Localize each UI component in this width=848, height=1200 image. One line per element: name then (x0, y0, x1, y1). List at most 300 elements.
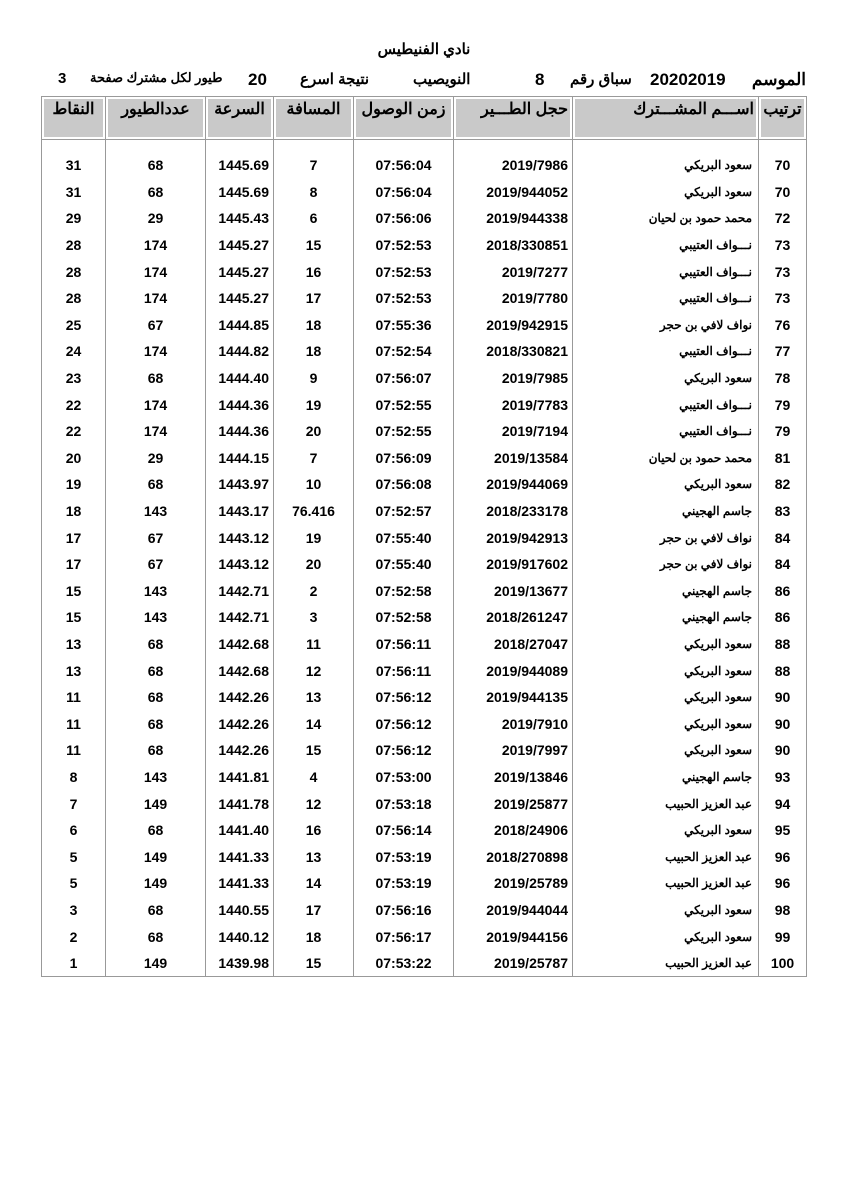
cell-speed: 1442.71 (206, 604, 274, 631)
cell-speed: 1443.17 (206, 498, 274, 525)
cell-rank: 84 (759, 551, 807, 578)
cell-ring: 2019/942913 (454, 524, 573, 551)
table-row (42, 843, 807, 870)
cell-name: سعود البريكي (573, 923, 759, 950)
cell-points: 28 (42, 232, 106, 259)
table-row (42, 578, 807, 605)
cell-points: 15 (42, 578, 106, 605)
cell-birds: 174 (106, 285, 206, 312)
cell-speed: 1442.68 (206, 631, 274, 658)
cell-birds: 143 (106, 578, 206, 605)
cell-ring: 2018/233178 (454, 498, 573, 525)
cell-name: نـــواف العتيبي (573, 232, 759, 259)
cell-points: 8 (42, 764, 106, 791)
cell-distance: 7 (274, 445, 354, 472)
cell-speed: 1442.71 (206, 578, 274, 605)
cell-ring: 2019/944135 (454, 684, 573, 711)
cell-speed: 1444.15 (206, 445, 274, 472)
season-label: الموسم (751, 70, 806, 89)
table-row (42, 631, 807, 658)
cell-birds: 143 (106, 498, 206, 525)
cell-time: 07:56:04 (354, 179, 454, 206)
cell-distance: 2 (274, 578, 354, 605)
cell-name: نواف لافي بن حجر (573, 551, 759, 578)
cell-birds: 68 (106, 179, 206, 206)
table-row (42, 179, 807, 206)
cell-distance: 14 (274, 870, 354, 897)
cell-birds: 68 (106, 365, 206, 392)
cell-speed: 1441.40 (206, 817, 274, 844)
cell-points: 28 (42, 258, 106, 285)
cell-name: نواف لافي بن حجر (573, 524, 759, 551)
cell-rank: 83 (759, 498, 807, 525)
cell-name: نـــواف العتيبي (573, 418, 759, 445)
cell-distance: 18 (274, 338, 354, 365)
cell-ring: 2019/13846 (454, 764, 573, 791)
cell-ring: 2019/7910 (454, 710, 573, 737)
cell-name: جاسم الهجيني (573, 604, 759, 631)
cell-time: 07:56:17 (354, 923, 454, 950)
cell-points: 22 (42, 418, 106, 445)
cell-ring: 2019/917602 (454, 551, 573, 578)
cell-points: 2 (42, 923, 106, 950)
table-row (42, 551, 807, 578)
cell-speed: 1442.68 (206, 657, 274, 684)
cell-distance: 20 (274, 418, 354, 445)
cell-birds: 149 (106, 950, 206, 977)
cell-distance: 12 (274, 790, 354, 817)
cell-rank: 79 (759, 418, 807, 445)
col-ring: حجل الطـــير (454, 97, 573, 140)
cell-time: 07:56:11 (354, 657, 454, 684)
spacer-cell (454, 140, 573, 153)
cell-distance: 6 (274, 205, 354, 232)
table-row (42, 391, 807, 418)
cell-speed: 1445.69 (206, 152, 274, 179)
cell-birds: 174 (106, 258, 206, 285)
cell-distance: 8 (274, 179, 354, 206)
cell-points: 13 (42, 631, 106, 658)
cell-distance: 19 (274, 524, 354, 551)
cell-speed: 1440.55 (206, 897, 274, 924)
cell-points: 11 (42, 684, 106, 711)
cell-time: 07:52:55 (354, 418, 454, 445)
cell-time: 07:56:11 (354, 631, 454, 658)
cell-ring: 2019/944069 (454, 471, 573, 498)
cell-speed: 1445.43 (206, 205, 274, 232)
cell-speed: 1444.36 (206, 418, 274, 445)
table-row (42, 950, 807, 977)
cell-rank: 73 (759, 285, 807, 312)
cell-name: عبد العزيز الحبيب (573, 843, 759, 870)
cell-points: 5 (42, 870, 106, 897)
cell-rank: 70 (759, 179, 807, 206)
cell-birds: 68 (106, 737, 206, 764)
cell-points: 11 (42, 737, 106, 764)
cell-distance: 7 (274, 152, 354, 179)
cell-birds: 174 (106, 418, 206, 445)
cell-ring: 2018/270898 (454, 843, 573, 870)
cell-distance: 13 (274, 684, 354, 711)
cell-speed: 1441.81 (206, 764, 274, 791)
cell-birds: 68 (106, 631, 206, 658)
cell-rank: 96 (759, 843, 807, 870)
cell-name: سعود البريكي (573, 631, 759, 658)
fastest-count: 20 (248, 70, 267, 89)
cell-distance: 9 (274, 365, 354, 392)
cell-time: 07:52:58 (354, 604, 454, 631)
race-label: سباق رقم (570, 71, 632, 88)
cell-distance: 15 (274, 950, 354, 977)
table-row (42, 258, 807, 285)
cell-distance: 16 (274, 258, 354, 285)
cell-points: 17 (42, 524, 106, 551)
cell-rank: 93 (759, 764, 807, 791)
cell-rank: 99 (759, 923, 807, 950)
cell-birds: 149 (106, 790, 206, 817)
cell-speed: 1443.12 (206, 524, 274, 551)
cell-points: 1 (42, 950, 106, 977)
cell-ring: 2019/13584 (454, 445, 573, 472)
cell-time: 07:52:53 (354, 258, 454, 285)
cell-ring: 2019/25877 (454, 790, 573, 817)
cell-points: 18 (42, 498, 106, 525)
table-row (42, 312, 807, 339)
cell-points: 15 (42, 604, 106, 631)
cell-distance: 10 (274, 471, 354, 498)
spacer-cell (274, 140, 354, 153)
cell-ring: 2019/7783 (454, 391, 573, 418)
cell-name: نـــواف العتيبي (573, 285, 759, 312)
cell-ring: 2019/7985 (454, 365, 573, 392)
cell-time: 07:56:12 (354, 710, 454, 737)
cell-rank: 79 (759, 391, 807, 418)
cell-birds: 68 (106, 897, 206, 924)
table-row (42, 205, 807, 232)
cell-points: 23 (42, 365, 106, 392)
table-row (42, 524, 807, 551)
cell-speed: 1442.26 (206, 737, 274, 764)
cell-birds: 68 (106, 657, 206, 684)
cell-ring: 2019/25789 (454, 870, 573, 897)
table-row (42, 897, 807, 924)
cell-name: نـــواف العتيبي (573, 258, 759, 285)
col-distance: المسافة (274, 97, 354, 140)
spacer-cell (354, 140, 454, 153)
cell-ring: 2019/944044 (454, 897, 573, 924)
cell-name: نواف لافي بن حجر (573, 312, 759, 339)
cell-distance: 12 (274, 657, 354, 684)
table-row (42, 285, 807, 312)
cell-time: 07:55:40 (354, 551, 454, 578)
cell-rank: 96 (759, 870, 807, 897)
cell-name: نـــواف العتيبي (573, 391, 759, 418)
cell-speed: 1444.85 (206, 312, 274, 339)
cell-points: 5 (42, 843, 106, 870)
cell-name: سعود البريكي (573, 365, 759, 392)
table-row (42, 764, 807, 791)
cell-name: جاسم الهجيني (573, 764, 759, 791)
col-speed: السرعة (206, 97, 274, 140)
cell-ring: 2019/7277 (454, 258, 573, 285)
cell-speed: 1443.12 (206, 551, 274, 578)
cell-speed: 1445.27 (206, 258, 274, 285)
cell-name: سعود البريكي (573, 710, 759, 737)
cell-ring: 2018/24906 (454, 817, 573, 844)
cell-birds: 68 (106, 710, 206, 737)
cell-ring: 2019/7780 (454, 285, 573, 312)
cell-speed: 1441.78 (206, 790, 274, 817)
cell-birds: 68 (106, 471, 206, 498)
cell-name: جاسم الهجيني (573, 578, 759, 605)
cell-name: سعود البريكي (573, 152, 759, 179)
cell-birds: 68 (106, 152, 206, 179)
cell-birds: 149 (106, 870, 206, 897)
cell-ring: 2019/942915 (454, 312, 573, 339)
col-arrival-time: زمن الوصول (354, 97, 454, 140)
cell-birds: 29 (106, 205, 206, 232)
race-location: النويصيب (413, 71, 471, 88)
cell-rank: 72 (759, 205, 807, 232)
cell-name: سعود البريكي (573, 897, 759, 924)
cell-speed: 1445.27 (206, 285, 274, 312)
cell-distance: 19 (274, 391, 354, 418)
cell-distance: 11 (274, 631, 354, 658)
table-row (42, 870, 807, 897)
cell-rank: 78 (759, 365, 807, 392)
spacer-row (42, 140, 807, 153)
cell-birds: 68 (106, 817, 206, 844)
header-row (42, 97, 807, 140)
cell-distance: 20 (274, 551, 354, 578)
cell-time: 07:56:04 (354, 152, 454, 179)
cell-rank: 77 (759, 338, 807, 365)
cell-name: نـــواف العتيبي (573, 338, 759, 365)
cell-ring: 2019/944089 (454, 657, 573, 684)
cell-rank: 76 (759, 312, 807, 339)
cell-rank: 90 (759, 710, 807, 737)
results-table (41, 96, 807, 977)
table-row (42, 790, 807, 817)
cell-name: جاسم الهجيني (573, 498, 759, 525)
cell-time: 07:56:16 (354, 897, 454, 924)
cell-distance: 4 (274, 764, 354, 791)
cell-name: عبد العزيز الحبيب (573, 790, 759, 817)
cell-speed: 1442.26 (206, 710, 274, 737)
cell-distance: 16 (274, 817, 354, 844)
cell-ring: 2018/330821 (454, 338, 573, 365)
cell-points: 13 (42, 657, 106, 684)
cell-time: 07:56:14 (354, 817, 454, 844)
col-rank: ترتيب (759, 97, 807, 140)
birds-per-page-label: طيور لكل مشترك صفحة (90, 70, 223, 85)
cell-rank: 73 (759, 258, 807, 285)
cell-birds: 174 (106, 232, 206, 259)
cell-ring: 2018/27047 (454, 631, 573, 658)
cell-points: 3 (42, 897, 106, 924)
cell-speed: 1442.26 (206, 684, 274, 711)
table-row (42, 817, 807, 844)
cell-ring: 2019/944052 (454, 179, 573, 206)
cell-speed: 1444.82 (206, 338, 274, 365)
cell-time: 07:53:19 (354, 870, 454, 897)
cell-ring: 2019/7194 (454, 418, 573, 445)
cell-time: 07:52:54 (354, 338, 454, 365)
table-row (42, 152, 807, 179)
cell-rank: 95 (759, 817, 807, 844)
cell-time: 07:53:19 (354, 843, 454, 870)
cell-points: 24 (42, 338, 106, 365)
cell-birds: 29 (106, 445, 206, 472)
cell-distance: 15 (274, 232, 354, 259)
cell-ring: 2018/330851 (454, 232, 573, 259)
cell-rank: 98 (759, 897, 807, 924)
cell-time: 07:56:06 (354, 205, 454, 232)
cell-birds: 143 (106, 764, 206, 791)
cell-rank: 73 (759, 232, 807, 259)
cell-ring: 2019/7997 (454, 737, 573, 764)
cell-birds: 67 (106, 312, 206, 339)
cell-time: 07:52:53 (354, 232, 454, 259)
cell-distance: 17 (274, 897, 354, 924)
cell-speed: 1445.69 (206, 179, 274, 206)
cell-speed: 1444.40 (206, 365, 274, 392)
cell-points: 28 (42, 285, 106, 312)
page-number: 3 (58, 70, 67, 87)
cell-points: 20 (42, 445, 106, 472)
cell-birds: 67 (106, 551, 206, 578)
cell-time: 07:52:55 (354, 391, 454, 418)
cell-name: عبد العزيز الحبيب (573, 870, 759, 897)
cell-birds: 67 (106, 524, 206, 551)
cell-rank: 90 (759, 737, 807, 764)
cell-time: 07:53:22 (354, 950, 454, 977)
cell-name: سعود البريكي (573, 471, 759, 498)
table-row (42, 604, 807, 631)
cell-rank: 94 (759, 790, 807, 817)
cell-points: 29 (42, 205, 106, 232)
cell-name: سعود البريكي (573, 817, 759, 844)
season-value: 20202019 (650, 70, 726, 89)
cell-distance: 3 (274, 604, 354, 631)
cell-time: 07:56:07 (354, 365, 454, 392)
cell-birds: 149 (106, 843, 206, 870)
cell-rank: 81 (759, 445, 807, 472)
cell-distance: 15 (274, 737, 354, 764)
cell-rank: 88 (759, 631, 807, 658)
cell-points: 6 (42, 817, 106, 844)
cell-name: محمد حمود بن لحيان (573, 205, 759, 232)
cell-time: 07:56:12 (354, 684, 454, 711)
table-row (42, 657, 807, 684)
cell-time: 07:53:18 (354, 790, 454, 817)
spacer-cell (206, 140, 274, 153)
cell-ring: 2019/7986 (454, 152, 573, 179)
cell-distance: 13 (274, 843, 354, 870)
cell-ring: 2019/25787 (454, 950, 573, 977)
cell-ring: 2019/944156 (454, 923, 573, 950)
cell-distance: 18 (274, 923, 354, 950)
table-row (42, 232, 807, 259)
cell-time: 07:52:58 (354, 578, 454, 605)
cell-rank: 82 (759, 471, 807, 498)
cell-points: 7 (42, 790, 106, 817)
cell-points: 19 (42, 471, 106, 498)
cell-rank: 84 (759, 524, 807, 551)
cell-speed: 1443.97 (206, 471, 274, 498)
cell-time: 07:55:36 (354, 312, 454, 339)
cell-ring: 2019/13677 (454, 578, 573, 605)
cell-points: 22 (42, 391, 106, 418)
spacer-cell (106, 140, 206, 153)
cell-birds: 174 (106, 391, 206, 418)
spacer-cell (759, 140, 807, 153)
cell-speed: 1445.27 (206, 232, 274, 259)
cell-speed: 1444.36 (206, 391, 274, 418)
cell-distance: 14 (274, 710, 354, 737)
club-title: نادي الفنيطيس (377, 41, 471, 58)
cell-rank: 90 (759, 684, 807, 711)
cell-rank: 100 (759, 950, 807, 977)
spacer-cell (573, 140, 759, 153)
cell-ring: 2019/944338 (454, 205, 573, 232)
cell-name: سعود البريكي (573, 684, 759, 711)
spacer-cell (42, 140, 106, 153)
cell-name: سعود البريكي (573, 737, 759, 764)
cell-rank: 86 (759, 604, 807, 631)
table-row (42, 710, 807, 737)
cell-birds: 143 (106, 604, 206, 631)
table-row (42, 923, 807, 950)
cell-name: سعود البريكي (573, 657, 759, 684)
cell-points: 31 (42, 179, 106, 206)
cell-time: 07:56:09 (354, 445, 454, 472)
cell-distance: 17 (274, 285, 354, 312)
col-bird-count: عددالطيور (106, 97, 206, 140)
cell-time: 07:56:08 (354, 471, 454, 498)
cell-time: 07:56:12 (354, 737, 454, 764)
table-row (42, 445, 807, 472)
cell-rank: 88 (759, 657, 807, 684)
cell-points: 25 (42, 312, 106, 339)
cell-birds: 68 (106, 923, 206, 950)
cell-points: 31 (42, 152, 106, 179)
cell-time: 07:53:00 (354, 764, 454, 791)
cell-speed: 1441.33 (206, 870, 274, 897)
cell-speed: 1441.33 (206, 843, 274, 870)
table-row (42, 684, 807, 711)
table-row (42, 338, 807, 365)
table-row (42, 365, 807, 392)
cell-distance: 76.416 (274, 498, 354, 525)
table-row (42, 498, 807, 525)
cell-ring: 2018/261247 (454, 604, 573, 631)
cell-name: عبد العزيز الحبيب (573, 950, 759, 977)
cell-name: سعود البريكي (573, 179, 759, 206)
table-row (42, 471, 807, 498)
fastest-label: نتيجة اسرع (300, 71, 370, 88)
cell-time: 07:52:53 (354, 285, 454, 312)
cell-distance: 18 (274, 312, 354, 339)
table-row (42, 737, 807, 764)
race-number: 8 (535, 70, 545, 89)
cell-points: 17 (42, 551, 106, 578)
col-points: النقاط (42, 97, 106, 140)
cell-rank: 86 (759, 578, 807, 605)
cell-points: 11 (42, 710, 106, 737)
table-row (42, 418, 807, 445)
cell-name: محمد حمود بن لحيان (573, 445, 759, 472)
